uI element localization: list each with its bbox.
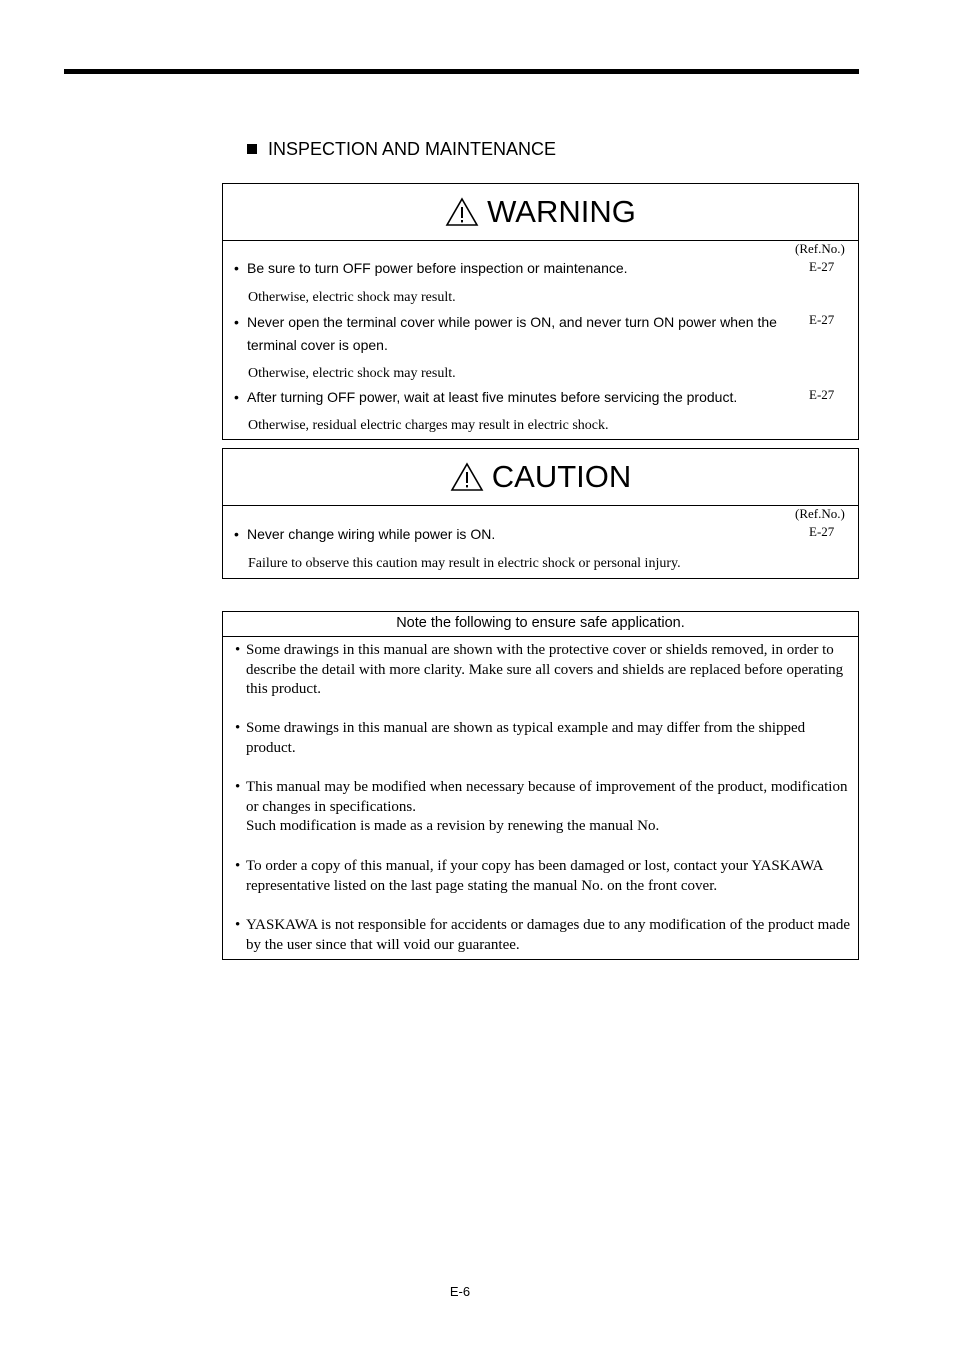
note-item-text: To order a copy of this manual, if your copy has been damaged or lost, contact your YASKAWA representative listed on the last page stating the manual No. on the front cover. [246,858,823,894]
warning-triangle-icon [445,197,479,227]
ref-number: E-27 [809,524,835,539]
ref-number: E-27 [809,312,835,327]
warning-item-text: Never open the terminal cover while power is ON, and never turn ON power when the terminal cover is open. [247,314,777,353]
caution-header [223,449,858,506]
warning-item-consequence: Otherwise, electric shock may result. [248,290,456,305]
warning-box [222,183,859,440]
bullet: • [234,389,239,405]
bullet: • [234,260,239,276]
warning-item-text: After turning OFF power, wait at least five minutes before servicing the product. [247,389,738,405]
page-number: E-6 [449,1284,471,1299]
ref-no-header: (Ref.No.) [795,241,845,256]
warning-item [223,257,823,280]
caution-item [223,523,823,546]
caution-item-consequence: Failure to observe this caution may result in electric shock or personal injury. [248,556,681,571]
bullet: • [234,314,239,330]
warning-item [223,311,823,357]
caution-title: CAUTION [491,459,632,494]
warning-item [223,386,823,409]
note-item [235,857,853,896]
section-title: INSPECTION AND MAINTENANCE [268,139,557,159]
note-item-text: Some drawings in this manual are shown with the protective cover or shields removed, in order to describe the detail with more clarity. Make sure all covers and shields are replaced before operating this product. [246,642,844,697]
warning-title: WARNING [487,194,636,229]
bullet: • [235,917,241,933]
caution-triangle-icon [450,462,484,492]
note-item [235,916,853,955]
bullet: • [235,858,241,874]
ref-no-header: (Ref.No.) [795,506,845,521]
caution-item-text: Never change wiring while power is ON. [247,526,496,542]
warning-item-consequence: Otherwise, electric shock may result. [248,366,456,381]
square-bullet-icon [247,144,257,154]
bullet: • [235,779,241,795]
bullet: • [234,526,239,542]
ref-number: E-27 [809,259,835,274]
warning-item-text: Be sure to turn OFF power before inspection or maintenance. [247,260,628,276]
note-item [235,719,853,758]
warning-item-consequence: Otherwise, residual electric charges may result in electric shock. [248,418,609,433]
note-item-text: Some drawings in this manual are shown as typical example and may differ from the shipped product. [246,720,806,756]
warning-header [223,184,858,241]
bullet: • [235,720,241,736]
caution-box [222,448,859,579]
header-rule [64,69,859,74]
section-heading [247,138,556,160]
note-header: Note the following to ensure safe application. [223,612,858,637]
ref-number: E-27 [809,387,835,402]
note-item-text: YASKAWA is not responsible for accidents or damages due to any modification of the product made by the user since that will void our guarantee. [246,917,851,953]
note-item [235,641,853,700]
note-item [235,778,853,837]
bullet: • [235,642,241,658]
note-box [222,611,859,960]
note-item-text: This manual may be modified when necessary because of improvement of the product, modification or changes in specifications. Such modification is made as a revision by renewing the manual No. [246,779,848,834]
